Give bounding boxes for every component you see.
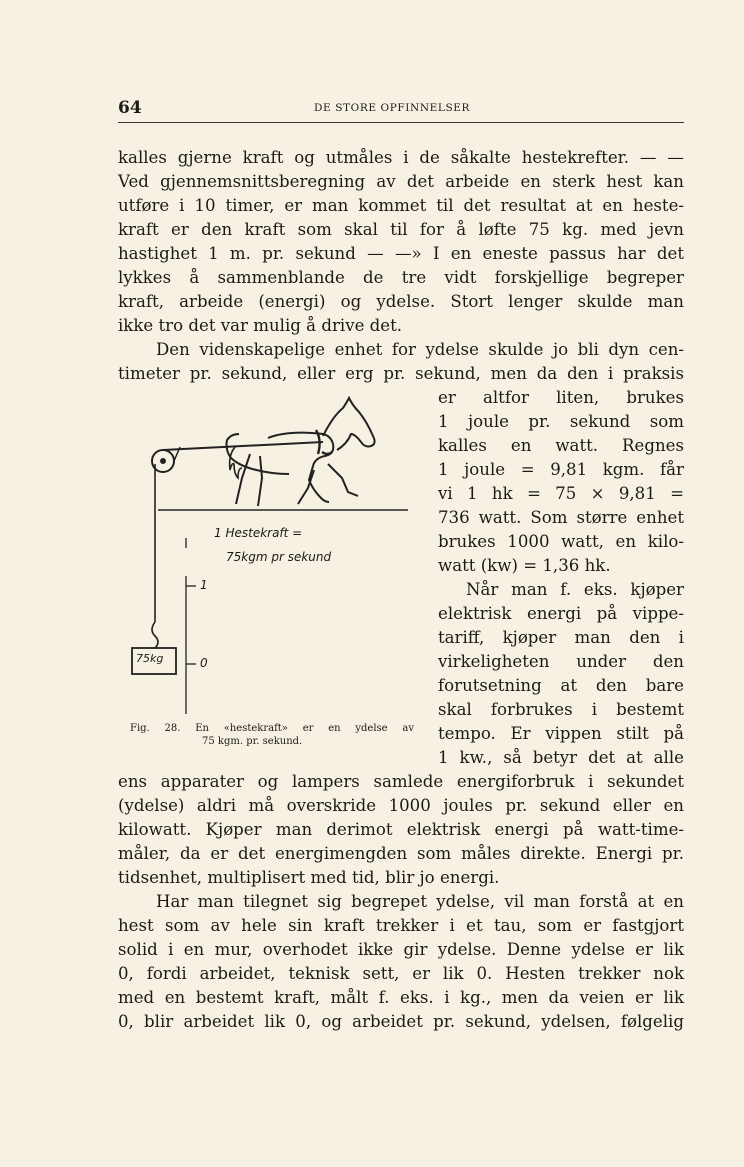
text-line: kalles gjerne kraft og utmåles i de såkalte hestekrefter. — —	[118, 148, 684, 167]
text-line: 0, fordi arbeidet, teknisk sett, er lik 0. Hesten trekker nok	[118, 964, 684, 983]
text-line: solid i en mur, overhodet ikke gir ydelse. Denne ydelse er lik	[118, 940, 684, 959]
text-line: Har man tilegnet sig begrepet ydelse, vil man forstå at en	[156, 892, 684, 911]
text-line: tidsenhet, multiplisert med tid, blir jo energi.	[118, 868, 500, 887]
text-line: 1 joule = 9,81 kgm. får	[438, 460, 684, 479]
text-line: Den videnskapelige enhet for ydelse skulde jo bli dyn cen-	[156, 340, 684, 359]
text-line: 736 watt. Som større enhet	[438, 508, 684, 527]
caption-line-2: 75 kgm. pr. sekund.	[202, 736, 303, 747]
text-line: kraft, arbeide (energi) og ydelse. Stort lenger skulde man	[118, 292, 684, 311]
page-header	[118, 96, 684, 123]
horsepower-figure	[118, 392, 418, 722]
text-line: kalles en watt. Regnes	[438, 436, 684, 455]
horse-legs	[236, 454, 358, 506]
text-line: kilowatt. Kjøper man derimot elektrisk energi på watt-time-	[118, 820, 684, 839]
figure-note-2: 75kgm pr sekund	[226, 550, 332, 564]
text-line: 1 kw., så betyr det at alle	[438, 748, 684, 767]
text-line: skal forbrukes i bestemt	[438, 700, 684, 719]
text-line: er altfor liten, brukes	[438, 388, 684, 407]
figure-note-1: 1 Hestekraft =	[214, 526, 303, 540]
text-line: watt (kw) = 1,36 hk.	[438, 556, 611, 575]
running-head: DE STORE OPFINNELSER	[314, 102, 471, 114]
text-line: ens apparater og lampers samlede energiforbruk i sekundet	[118, 772, 684, 791]
text-line: vi 1 hk = 75 × 9,81 =	[438, 484, 684, 503]
text-line: 0, blir arbeidet lik 0, og arbeidet pr. sekund, ydelsen, følgelig	[118, 1012, 684, 1031]
text-line: hest som av hele sin kraft trekker i et tau, som er fastgjort	[118, 916, 684, 935]
text-line: tempo. Er vippen stilt på	[438, 724, 684, 743]
text-line: 1 joule pr. sekund som	[438, 412, 684, 431]
scale-mark-bottom: 0	[200, 656, 208, 670]
text-line: elektrisk energi på vippe-	[438, 604, 684, 623]
pulley-axle	[160, 458, 166, 464]
text-line: timeter pr. sekund, eller erg pr. sekund, men da den i praksis	[118, 364, 684, 383]
text-line: med en bestemt kraft, målt f. eks. i kg., men da veien er lik	[118, 988, 684, 1007]
weight-label: 75kg	[136, 652, 164, 665]
page-number: 64	[118, 98, 142, 118]
caption-line-1: Fig. 28. En «hestekraft» er en ydelse av	[130, 723, 414, 734]
text-line: virkeligheten under den	[438, 652, 684, 671]
figure-caption	[130, 722, 414, 748]
text-line: brukes 1000 watt, en kilo-	[438, 532, 684, 551]
horse-head	[323, 398, 375, 450]
rope-horizontal	[163, 442, 323, 450]
text-line: hastighet 1 m. pr. sekund — —» I en eneste passus har det	[118, 244, 684, 263]
text-line: kraft er den kraft som skal til for å løfte 75 kg. med jevn	[118, 220, 684, 239]
text-line: Når man f. eks. kjøper	[466, 580, 684, 599]
text-line: forutsetning at den bare	[438, 676, 684, 695]
text-line: måler, da er det energimengden som måles direkte. Energi pr.	[118, 844, 684, 863]
weight-hook	[152, 622, 158, 648]
text-line: lykkes å sammenblande de tre vidt forskjellige begreper	[118, 268, 684, 287]
text-line: utføre i 10 timer, er man kommet til det resultat at en heste-	[118, 196, 684, 215]
text-line: tariff, kjøper man den i	[438, 628, 684, 647]
text-line: (ydelse) aldri må overskride 1000 joules pr. sekund eller en	[118, 796, 684, 815]
text-line: Ved gjennemsnittsberegning av det arbeide en sterk hest kan	[118, 172, 684, 191]
scale-mark-top: 1	[200, 578, 208, 592]
text-line: ikke tro det var mulig å drive det.	[118, 316, 403, 335]
